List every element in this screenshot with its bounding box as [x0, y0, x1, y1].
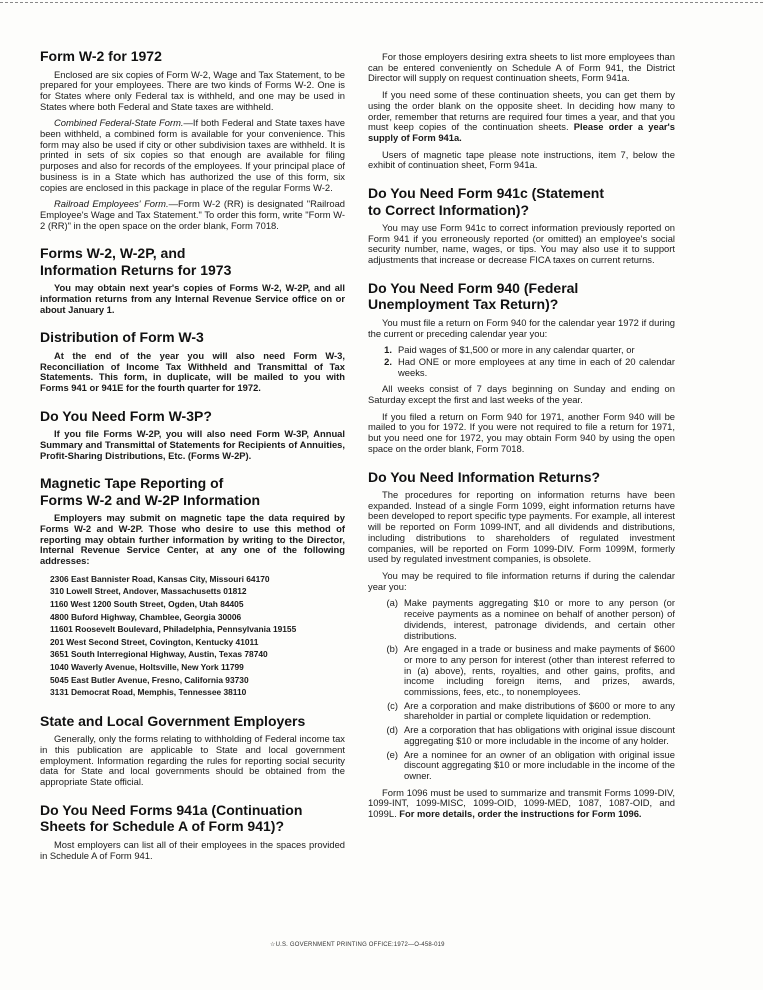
heading-need-941c: [368, 185, 675, 218]
list-item: [368, 701, 675, 722]
list-marker: (a): [386, 597, 398, 609]
form-940-weeks-paragraph: All weeks consist of 7 days beginning on Sunday and ending on Saturday except the first and last weeks of the year.: [368, 383, 675, 406]
address-item: 11601 Roosevelt Boulevard, Philadelphia, Pennsylvania 19155: [50, 624, 297, 635]
information-returns-paragraph-2: You may be required to file information returns if during the calendar year you:: [368, 570, 675, 592]
address-item: 1040 Waverly Avenue, Holtsville, New York 11799: [50, 662, 244, 673]
extra-sheets-paragraph-1: For those employers desiring extra sheets to list more employees than can be entered conveniently on Schedule A of Form 941, the District Director will supply on request continuation sheets, Form 941a.: [368, 51, 675, 84]
heading-940-line2: Unemployment Tax Return)?: [368, 296, 559, 313]
need-w3p-paragraph: If you file Forms W-2P, you will also need Form W-3P, Annual Summary and Transmittal of Statements for Recipients of Annuities, Profit-Sharing Distributions, Etc. (Forms W-2P).: [40, 428, 345, 461]
w2-paragraph-combined: [40, 118, 345, 193]
list-text: Are a corporation that has obligations with original issue discount aggregating $10 or more includable in the income of any holder.: [404, 724, 675, 746]
service-center-address-list: [40, 573, 345, 699]
form-1096-text: Form 1096 must be used to summarize and transmit Forms 1099-DIV, 1099-INT, 1099-MISC, 1099-OID, 1099-MED, 1087, 1087-OID, and 1099L.: [368, 786, 675, 820]
right-column: [368, 52, 675, 826]
form-940-intro: You must file a return on Form 940 for the calendar year 1972 if during the current or preceding calendar year you:: [368, 316, 675, 339]
heading-940-line1: Do You Need Form 940 (Federal: [368, 279, 579, 296]
extra-sheets-paragraph-2: [368, 90, 675, 144]
heading-941a-line2: Sheets for Schedule A of Form 941)?: [40, 818, 285, 835]
printing-office-footer: ☆U.S. GOVERNMENT PRINTING OFFICE:1972—O-458-019: [270, 942, 445, 948]
address-item: 2306 East Bannister Road, Kansas City, Missouri 64170: [50, 573, 270, 584]
heading-magnetic-tape: [40, 475, 345, 508]
extra-sheets-text: If you need some of these continuation sheets, you can get them by using the order blank on the opposite sheet. In deciding how many to order, remember that returns are required four times a year, and that you must keep copies of the continuation sheets.: [368, 89, 675, 133]
form-1096-paragraph: [368, 788, 675, 820]
heading-1973-line1: Forms W-2, W-2P, and: [40, 245, 186, 262]
state-local-paragraph: Generally, only the forms relating to withholding of Federal income tax in this publication are applicable to State and local government employment. Information regarding the rules for reporting social security data for State and local governments should be obtained from the appropriate State official.: [40, 733, 345, 788]
list-marker: (b): [386, 643, 398, 655]
form-1096-bold-note: For more details, order the instructions for Form 1096.: [399, 808, 642, 820]
heading-forms-1973: [40, 245, 345, 278]
heading-941c-line1: Do You Need Form 941c (Statement: [368, 185, 604, 202]
distribution-w3-paragraph: At the end of the year you will also need Form W-3, Reconciliation of Income Tax Withheld and Transmittal of Tax Statements. This form, in duplicate, will be mailed to you with Forms 941 or 941E for the fourth quarter for 1972.: [40, 349, 345, 394]
form-940-mailing-paragraph: If you filed a return on Form 940 for 1971, another Form 940 will be mailed to you for 1972. If you were not required to file a return for 1971, but you need one for 1972, you may obtain Form 940 by using the open space on the order blank, Form 7018.: [368, 410, 675, 454]
form-940-criteria-list: [368, 345, 675, 378]
forms-1973-paragraph: You may obtain next year's copies of Forms W-2, W-2P, and all information returns from any Internal Revenue Service office on or about January 1.: [40, 282, 345, 315]
list-marker: (e): [386, 748, 398, 760]
heading-need-w3p: Do You Need Form W-3P?: [40, 407, 212, 424]
list-item: [368, 598, 675, 641]
magnetic-tape-paragraph: Employers may submit on magnetic tape the data required by Forms W-2 and W-2P. Those who desire to use this method of reporting may obtain further information by writing to the Director, Internal Revenue Service Center, at any one of the following addresses:: [40, 512, 345, 567]
list-item: [368, 357, 675, 378]
list-marker: 2.: [384, 355, 392, 367]
address-item: 1160 West 1200 South Street, Ogden, Utah 84405: [50, 599, 244, 610]
need-941c-paragraph: You may use Form 941c to correct information previously reported on Form 941 if you erroneously reported (or omitted) an employee's social security number, name, wages, or tips. You may also use it to support adjustments that increase or decrease FICA taxes on current returns.: [368, 222, 675, 266]
address-item: 310 Lowell Street, Andover, Massachusetts 01812: [50, 586, 247, 597]
left-column: [40, 48, 345, 867]
heading-state-local: State and Local Government Employers: [40, 712, 306, 729]
magnetic-tape-note: Users of magnetic tape please note instructions, item 7, below the exhibit of continuation sheet, Form 941a.: [368, 148, 675, 171]
address-item: 201 West Second Street, Covington, Kentucky 41011: [50, 636, 259, 647]
list-text: Had ONE or more employees at any time in each of 20 calendar weeks.: [398, 355, 675, 378]
order-year-supply-note: Please order a year's supply of Form 941a.: [368, 121, 675, 143]
list-text: Make payments aggregating $10 or more to any person (or receive payments as a nominee on behalf of another person) of dividends, interest, patronage dividends, and certain other distributions.: [404, 597, 675, 641]
list-item: [368, 644, 675, 698]
list-text: Are engaged in a trade or business and make payments of $600 or more to any person for interest (other than interest referred to in (a) above), rents, royalties, and other gains, profits, and income including foreign items, and prizes, awards, commissions, fees, etc., to nonemployees.: [404, 643, 675, 698]
top-dashed-rule: [0, 2, 763, 3]
list-item: [368, 725, 675, 746]
heading-distribution-w3: Distribution of Form W-3: [40, 329, 204, 346]
heading-941a-line1: Do You Need Forms 941a (Continuation: [40, 801, 303, 818]
address-item: 3651 South Interregional Highway, Austin, Texas 78740: [50, 649, 268, 660]
list-item: [368, 345, 675, 356]
railroad-form-lead: Railroad Employees' Form.: [54, 198, 169, 210]
heading-tape-line2: Forms W-2 and W-2P Information: [40, 491, 261, 508]
w2-paragraph-1: Enclosed are six copies of Form W-2, Wage and Tax Statement, to be prepared for your employees. There are two kinds of Forms W-2. One is for States where only Federal tax is withheld, and one may be used in States where both Federal and State taxes are withheld.: [40, 68, 345, 112]
combined-form-lead: Combined Federal-State Form.: [54, 117, 184, 129]
list-marker: (d): [386, 724, 398, 736]
address-item: 4800 Buford Highway, Chamblee, Georgia 30006: [50, 611, 242, 622]
heading-need-941a: [40, 802, 345, 835]
railroad-form-text: —Form W-2 (RR) is designated "Railroad Employee's Wage and Tax Statement." To order this form, write "Form W-2 (RR)" in the open space on the order blank, Form 7018.: [40, 198, 345, 231]
need-941a-paragraph: Most employers can list all of their employees in the spaces provided in Schedule A of Form 941.: [40, 838, 345, 861]
heading-need-information-returns: Do You Need Information Returns?: [368, 468, 601, 485]
information-returns-list: [368, 598, 675, 781]
list-item: [368, 750, 675, 782]
heading-1973-line2: Information Returns for 1973: [40, 261, 232, 278]
heading-form-w2-1972: Form W-2 for 1972: [40, 48, 162, 64]
list-text: Are a corporation and make distributions of $600 or more to any shareholder in partial or complete liquidation or redemption.: [404, 699, 675, 722]
heading-tape-line1: Magnetic Tape Reporting of: [40, 475, 224, 492]
heading-need-940: [368, 280, 675, 313]
list-marker: (c): [387, 699, 398, 711]
list-text: Are a nominee for an owner of an obligation with original issue discount aggregating $10 or more includable in the income of the owner.: [404, 748, 675, 781]
list-marker: 1.: [384, 344, 392, 356]
list-text: Paid wages of $1,500 or more in any calendar quarter, or: [398, 344, 635, 356]
w2-paragraph-railroad: [40, 199, 345, 231]
heading-941c-line2: to Correct Information)?: [368, 201, 529, 218]
information-returns-paragraph-1: The procedures for reporting on information returns have been expanded. Instead of a single Form 1099, eight information returns have been developed to report specific type payments. For example, all interest will be reported on Form 1099-INT, and all dividends and distributions, including distributions to shareholders of regulated investment companies, will be reported on Form 1099-DIV. Form 1099M, formerly used by regulated investment companies, is obsolete.: [368, 489, 675, 565]
combined-form-text: —If both Federal and State taxes have been withheld, a combined form is available for your convenience. This form may also be used if city or other subdivision taxes are withheld. It is printed in sets of six copies so that enough are available for filing purposes and also for records of the employees. If your principal place of business is in a State which has authorized the use of this form, six copies are enclosed in this package in place of the regular Forms W-2.: [40, 117, 346, 193]
address-item: 3131 Democrat Road, Memphis, Tennessee 38110: [50, 687, 247, 698]
address-item: 5045 East Butler Avenue, Fresno, California 93730: [50, 674, 249, 685]
